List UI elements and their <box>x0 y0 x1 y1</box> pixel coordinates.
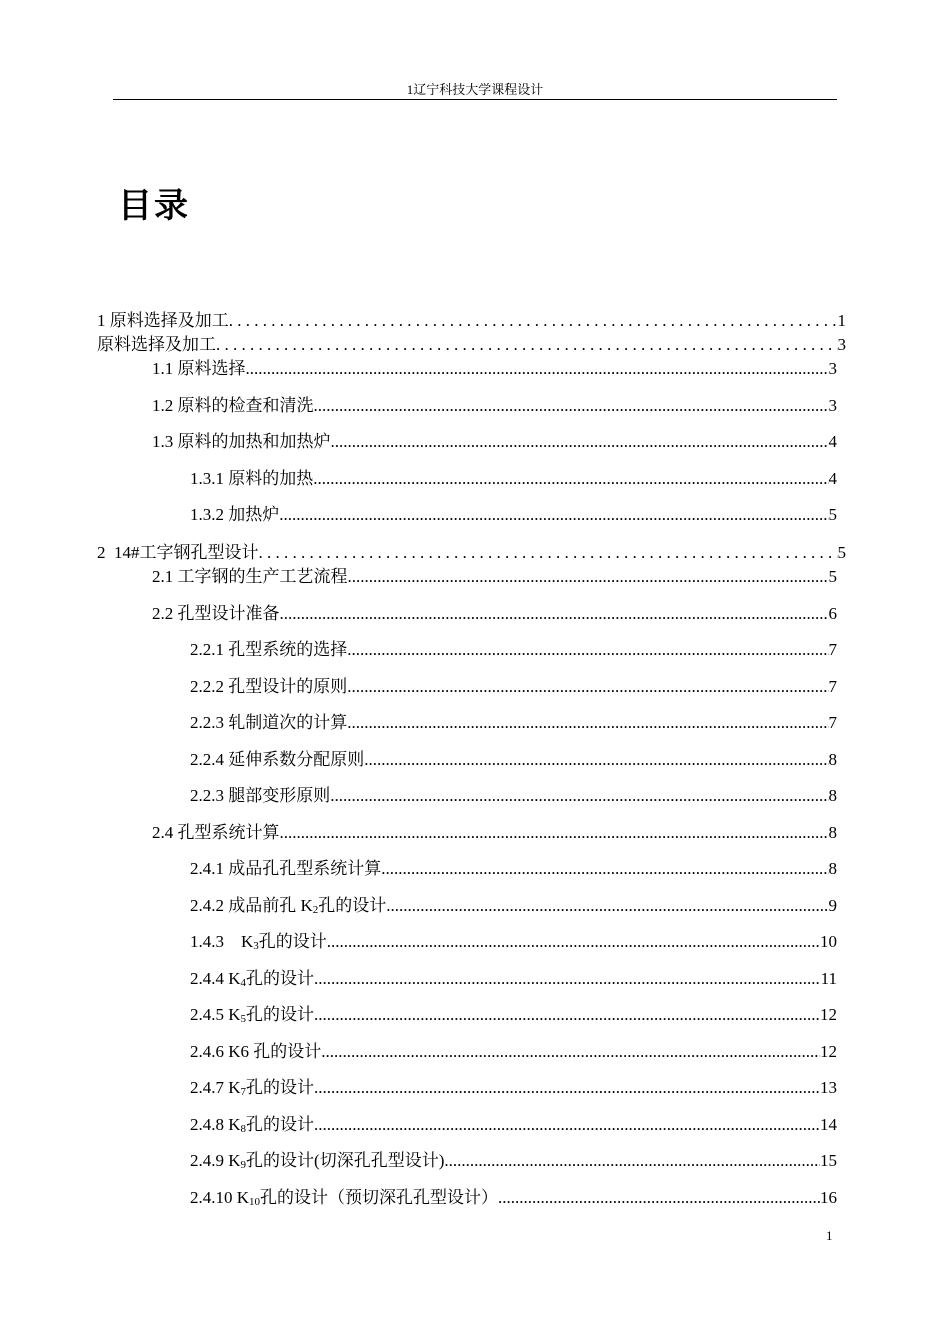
toc-entry[interactable] <box>190 748 837 772</box>
header-rule <box>113 99 837 100</box>
toc-leader <box>314 967 821 991</box>
toc-leader <box>314 1003 820 1027</box>
toc-leader <box>386 894 828 918</box>
toc-entry-page: 7 <box>828 713 837 732</box>
toc-entry-label: 1.3.2 加热炉 <box>190 505 280 524</box>
running-header: 1辽宁科技大学课程设计 <box>406 82 544 97</box>
toc-entry-label: 2.4.2 成品前孔 $K_2$孔的设计 <box>190 896 387 916</box>
toc-entry-page: 8 <box>828 823 837 842</box>
toc-leader <box>246 357 829 381</box>
toc-entry-page: 7 <box>828 677 837 696</box>
toc-entry-label: 2 14#工字钢孔型设计 <box>97 543 259 562</box>
toc-entry[interactable] <box>152 394 837 418</box>
toc-leader <box>364 748 828 772</box>
toc-entry-page: 5 <box>828 505 837 524</box>
toc-entry[interactable] <box>190 467 837 491</box>
toc-leader <box>314 1076 820 1100</box>
toc-entry-page: 5 <box>828 567 837 586</box>
toc-entry-label: 2.2 孔型设计准备 <box>152 604 280 623</box>
toc-leader <box>348 565 829 589</box>
toc-entry[interactable] <box>190 784 837 808</box>
toc-entry[interactable] <box>190 857 837 881</box>
toc-leader <box>313 467 828 491</box>
toc-entry-page: 1 <box>837 311 846 330</box>
toc-entry[interactable] <box>152 357 837 381</box>
toc-leader <box>280 602 829 626</box>
toc-entry-label: 2.4.10 $K_{10}$孔的设计（预切深孔孔型设计） <box>190 1188 499 1208</box>
toc-entry[interactable] <box>190 711 837 735</box>
toc-entry-page: 4 <box>828 469 837 488</box>
toc-entry-label: 2.4.8 $K_8$孔的设计 <box>190 1115 315 1135</box>
toc-entry[interactable] <box>190 894 837 918</box>
toc-leader <box>444 1149 820 1173</box>
toc-entry-label: 1.2 原料的检查和清洗 <box>152 396 314 415</box>
toc-leader <box>330 784 828 808</box>
page-number: 1 <box>826 1228 833 1243</box>
toc-leader <box>347 675 828 699</box>
toc-leader <box>327 930 820 954</box>
toc-entry-label: 2.2.3 轧制道次的计算 <box>190 713 348 732</box>
toc-entry-label: 2.2.3 腿部变形原则 <box>190 786 331 805</box>
toc-entry-page: 14 <box>820 1115 837 1134</box>
toc-entry-page: 8 <box>828 750 837 769</box>
toc-entry-label: 2.4.1 成品孔孔型系统计算 <box>190 859 382 878</box>
toc-entry-label: 原料选择及加工 <box>97 335 216 354</box>
toc-entry-label: 2.4.6 K6 孔的设计 <box>190 1042 322 1061</box>
toc-entry-page: 3 <box>828 396 837 415</box>
toc-leader <box>229 309 838 333</box>
toc-entry-label: 1.3.1 原料的加热 <box>190 469 314 488</box>
toc-leader <box>314 1113 820 1137</box>
toc-entry-page: 12 <box>820 1042 837 1061</box>
toc-entry-label: 2.1 工字钢的生产工艺流程 <box>152 567 348 586</box>
toc-entry[interactable] <box>97 541 846 565</box>
toc-entry[interactable] <box>190 1186 837 1210</box>
toc-entry-page: 8 <box>828 786 837 805</box>
toc-entry-page: 16 <box>820 1188 837 1207</box>
toc-entry-page: 6 <box>828 604 837 623</box>
toc-entry-page: 10 <box>820 932 837 951</box>
toc-entry[interactable] <box>152 602 837 626</box>
toc-entry-page: 7 <box>828 640 837 659</box>
toc-entry[interactable] <box>190 1149 837 1173</box>
toc-leader <box>347 711 828 735</box>
toc-leader <box>347 638 828 662</box>
toc-entry[interactable] <box>97 333 846 357</box>
toc-entry[interactable] <box>152 430 837 454</box>
toc-entry-page: 5 <box>837 543 846 562</box>
toc-entry-page: 9 <box>828 896 837 915</box>
toc-entry[interactable] <box>190 1040 837 1064</box>
toc-entry-label: 2.4 孔型系统计算 <box>152 823 280 842</box>
toc-leader <box>498 1186 820 1210</box>
toc-entry-label: 2.4.5 $K_5$孔的设计 <box>190 1005 315 1025</box>
toc-leader <box>321 1040 820 1064</box>
toc-entry-label: 1.3 原料的加热和加热炉 <box>152 432 331 451</box>
toc-leader <box>216 333 838 357</box>
toc-entry-page: 15 <box>820 1151 837 1170</box>
toc-entry-page: 12 <box>820 1005 837 1024</box>
toc-leader <box>314 394 829 418</box>
toc-entry-page: 3 <box>837 335 846 354</box>
toc-entry-page: 13 <box>820 1078 837 1097</box>
page-title: 目录 <box>118 186 190 226</box>
toc-entry[interactable] <box>190 930 837 954</box>
toc-leader <box>280 821 829 845</box>
toc-entry[interactable] <box>190 638 837 662</box>
toc-entry[interactable] <box>190 503 837 527</box>
toc-entry-label: 2.2.4 延伸系数分配原则 <box>190 750 365 769</box>
toc-entry-label: 2.4.4 $K_4$孔的设计 <box>190 969 315 989</box>
toc-entry[interactable] <box>190 1003 837 1027</box>
toc-entry-label: 1 原料选择及加工 <box>97 311 229 330</box>
toc-entry[interactable] <box>152 821 837 845</box>
toc-entry[interactable] <box>190 967 837 991</box>
toc-entry-label: 2.4.9 $K_9$孔的设计(切深孔孔型设计) <box>190 1151 445 1171</box>
toc-leader <box>381 857 828 881</box>
toc-entry-page: 8 <box>828 859 837 878</box>
toc-entry-label: 1.4.3 $K_3$孔的设计 <box>190 932 327 952</box>
toc-leader <box>331 430 829 454</box>
toc-entry-page: 11 <box>820 969 837 988</box>
toc-entry[interactable] <box>97 309 846 333</box>
toc-entry[interactable] <box>190 1076 837 1100</box>
toc-leader <box>259 541 838 565</box>
toc-entry-label: 2.2.1 孔型系统的选择 <box>190 640 348 659</box>
toc-entry-label: 1.1 原料选择 <box>152 359 246 378</box>
toc-entry-label: 2.4.7 $K_7$孔的设计 <box>190 1078 315 1098</box>
toc-entry-page: 3 <box>828 359 837 378</box>
toc-entry[interactable] <box>190 1113 837 1137</box>
toc-leader <box>279 503 828 527</box>
toc-entry[interactable] <box>190 675 837 699</box>
toc-entry-label: 2.2.2 孔型设计的原则 <box>190 677 348 696</box>
toc-entry-page: 4 <box>828 432 837 451</box>
toc-entry[interactable] <box>152 565 837 589</box>
